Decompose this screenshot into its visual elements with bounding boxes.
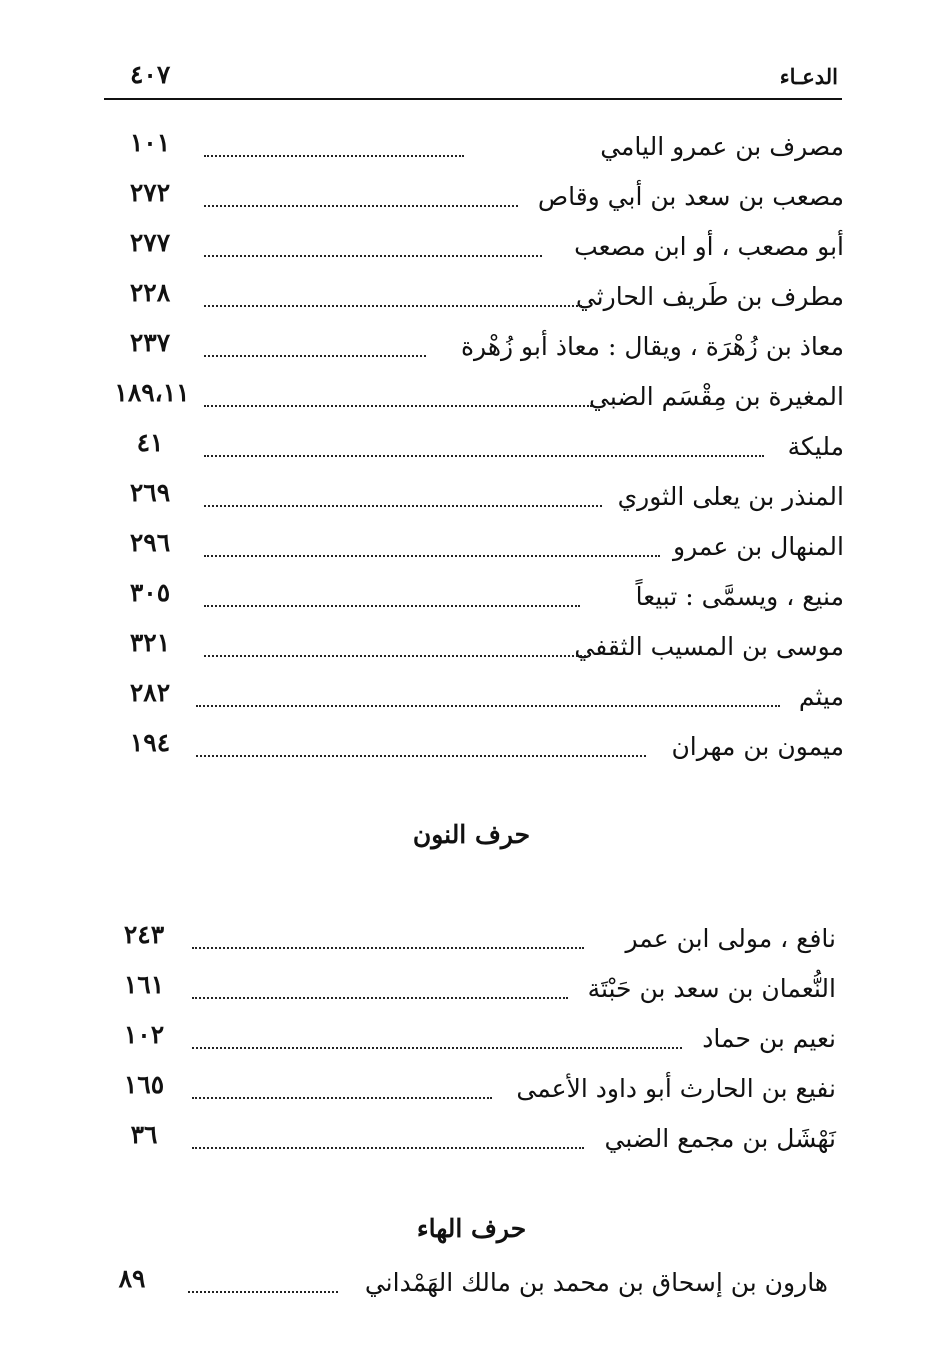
index-entry bbox=[110, 274, 844, 320]
entry-page: ١٦١ bbox=[123, 970, 165, 999]
dot-leader bbox=[204, 405, 592, 407]
entry-page: ٢٨٢ bbox=[129, 678, 171, 707]
entry-name: أبو مصعب ، أو ابن مصعب bbox=[574, 232, 844, 261]
dot-leader bbox=[204, 505, 602, 507]
entry-page: ٢٣٧ bbox=[129, 328, 171, 357]
entry-name: مصعب بن سعد بن أبي وقاص bbox=[537, 182, 844, 211]
entry-page: ٣٢١ bbox=[129, 628, 171, 657]
index-entry bbox=[104, 916, 836, 962]
entry-page: ٢٢٨ bbox=[129, 278, 171, 307]
entry-name: المنهال بن عمرو bbox=[673, 532, 844, 561]
entry-page: ١٠٢ bbox=[123, 1020, 165, 1049]
section-heading-ha: حرف الهاء bbox=[416, 1214, 527, 1243]
index-entry bbox=[110, 624, 844, 670]
entry-page: ١٩٤ bbox=[129, 728, 171, 757]
entry-name: مصرف بن عمرو اليامي bbox=[600, 132, 844, 161]
running-title: الدعـاء bbox=[779, 64, 838, 89]
entry-name: مليكة bbox=[787, 432, 844, 461]
running-header bbox=[104, 58, 842, 100]
index-entry bbox=[100, 1260, 828, 1306]
entry-page: ٨٩ bbox=[118, 1264, 146, 1293]
index-entry bbox=[110, 524, 844, 570]
page-number: ٤٠٧ bbox=[130, 60, 171, 89]
dot-leader bbox=[204, 305, 582, 307]
dot-leader bbox=[192, 1097, 492, 1099]
entry-page: ٣٦ bbox=[130, 1120, 158, 1149]
dot-leader bbox=[204, 655, 590, 657]
index-entry bbox=[110, 724, 844, 770]
entry-name: موسى بن المسيب الثقفي bbox=[574, 632, 844, 661]
index-entry bbox=[104, 1016, 836, 1062]
index-entry bbox=[110, 174, 844, 220]
entry-page: ٢٩٦ bbox=[129, 528, 171, 557]
entry-name: نفيع بن الحارث أبو داود الأعمى bbox=[516, 1074, 836, 1103]
dot-leader bbox=[204, 255, 542, 257]
entry-name: ميمون بن مهران bbox=[671, 732, 844, 761]
dot-leader bbox=[196, 755, 646, 757]
entry-name: نَهْشَل بن مجمع الضبي bbox=[604, 1124, 836, 1153]
section-heading-nun: حرف النون bbox=[412, 820, 531, 849]
entry-name: نافع ، مولى ابن عمر bbox=[625, 924, 836, 953]
index-entry bbox=[110, 424, 844, 470]
entry-page: ٢٦٩ bbox=[129, 478, 171, 507]
entry-name: نعيم بن حماد bbox=[702, 1024, 836, 1053]
entry-page: ٤١ bbox=[136, 428, 164, 457]
dot-leader bbox=[188, 1291, 338, 1293]
entry-name: المنذر بن يعلى الثوري bbox=[617, 482, 844, 511]
entry-name: معاذ بن زُهْرَة ، ويقال : معاذ أبو زُهْرة bbox=[460, 332, 844, 361]
dot-leader bbox=[204, 155, 464, 157]
entry-page: ١٦٥ bbox=[123, 1070, 165, 1099]
entry-page: ٣٠٥ bbox=[129, 578, 171, 607]
dot-leader bbox=[204, 605, 580, 607]
entry-name: منيع ، ويسمَّى : تبيعاً bbox=[635, 582, 844, 611]
entry-page: ٢٧٧ bbox=[129, 228, 171, 257]
index-entry bbox=[110, 474, 844, 520]
dot-leader bbox=[192, 997, 568, 999]
entry-name: هارون بن إسحاق بن محمد بن مالك الهَمْداني bbox=[364, 1268, 828, 1297]
dot-leader bbox=[196, 705, 780, 707]
dot-leader bbox=[204, 455, 764, 457]
index-entry bbox=[104, 1066, 836, 1112]
index-entry bbox=[110, 224, 844, 270]
entry-page: ١٨٩،١١ bbox=[114, 378, 190, 407]
dot-leader bbox=[204, 355, 426, 357]
index-entry bbox=[104, 966, 836, 1012]
index-entry bbox=[110, 374, 844, 420]
entry-page: ١٠١ bbox=[129, 128, 171, 157]
dot-leader bbox=[204, 555, 660, 557]
entry-name: المغيرة بن مِقْسَم الضبي bbox=[589, 382, 844, 411]
index-entry bbox=[110, 574, 844, 620]
entry-name: مطرف بن طَريف الحارثي bbox=[575, 282, 844, 311]
index-entry bbox=[104, 1116, 836, 1162]
entry-page: ٢٤٣ bbox=[123, 920, 165, 949]
dot-leader bbox=[204, 205, 518, 207]
index-entry bbox=[110, 124, 844, 170]
entry-page: ٢٧٢ bbox=[129, 178, 171, 207]
dot-leader bbox=[192, 1047, 682, 1049]
entry-name: ميثم bbox=[798, 682, 844, 711]
index-entry bbox=[110, 324, 844, 370]
dot-leader bbox=[192, 1147, 584, 1149]
entry-name: النُّعمان بن سعد بن حَبْتَة bbox=[587, 974, 836, 1003]
dot-leader bbox=[192, 947, 584, 949]
index-entry bbox=[110, 674, 844, 720]
